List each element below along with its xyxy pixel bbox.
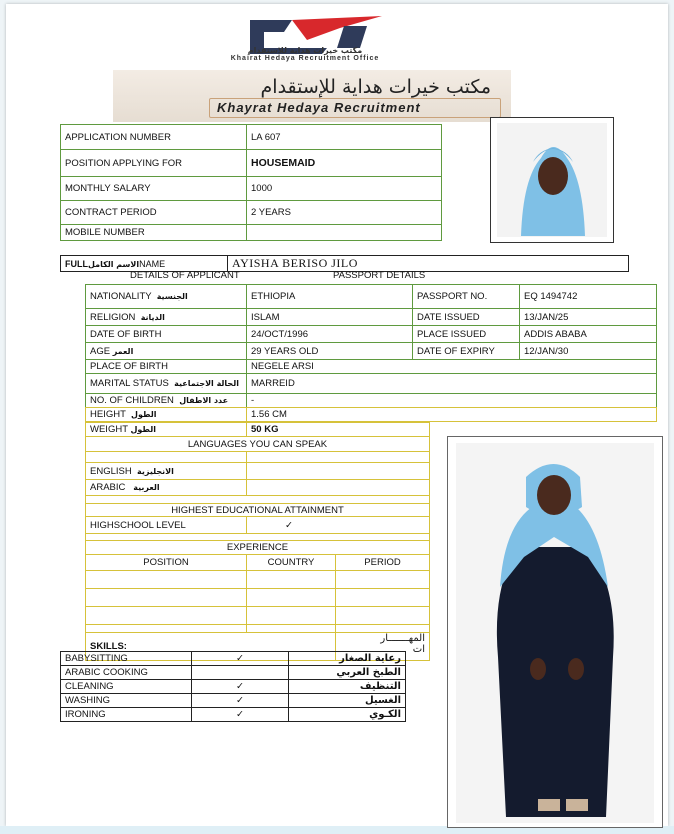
education-header: HIGHEST EDUCATIONAL ATTAINMENT	[86, 504, 430, 517]
mobile-value	[247, 225, 442, 241]
weight-label: WEIGHT الطول	[86, 423, 247, 437]
age-label: AGE العمر	[86, 343, 247, 360]
age-value: 29 YEARS OLD	[247, 343, 413, 360]
salary-label: MONTHLY SALARY	[61, 177, 247, 201]
dob-label: DATE OF BIRTH	[86, 326, 247, 343]
logo-caption-en: Khairat Hedaya Recruitment Office	[230, 55, 380, 62]
position-value: HOUSEMAID	[247, 150, 442, 177]
place-issued-label: PLACE ISSUED	[413, 326, 520, 343]
experience-header: EXPERIENCE	[86, 541, 430, 555]
exp-row	[86, 607, 430, 625]
expiry-value: 12/JAN/30	[520, 343, 657, 360]
skill-row: WASHING ✓ الغسيل	[61, 694, 406, 708]
salary-value: 1000	[247, 177, 442, 201]
app-number-value: LA 607	[247, 125, 442, 150]
religion-value: ISLAM	[247, 309, 413, 326]
skill-row: CLEANING ✓ التنظيف	[61, 680, 406, 694]
full-body-photo	[447, 436, 663, 828]
exp-row	[86, 625, 430, 633]
exp-country-header: COUNTRY	[247, 555, 336, 571]
pob-label: PLACE OF BIRTH	[86, 360, 247, 374]
nationality-value: ETHIOPIA	[247, 285, 413, 309]
height-value: 1.56 CM	[247, 408, 657, 422]
contract-label: CONTRACT PERIOD	[61, 201, 247, 225]
contract-value: 2 YEARS	[247, 201, 442, 225]
passport-header: PASSPORT DETAILS	[333, 270, 426, 281]
place-issued-value: ADDIS ABABA	[520, 326, 657, 343]
arabic-label: ARABIC العربية	[86, 480, 247, 496]
banner-title-en: Khayrat Hedaya Recruitment	[217, 100, 421, 115]
application-table	[60, 124, 442, 241]
details-table	[85, 284, 657, 408]
fullname-value: AYISHA BERISO JILO	[228, 256, 629, 272]
banner-title-ar: مكتب خيرات هداية للإستقدام	[260, 76, 491, 98]
passport-no-label: PASSPORT NO.	[413, 285, 520, 309]
logo-caption-ar: مكتب خيرات هداية للاستقدام	[247, 46, 363, 55]
portrait-photo	[490, 117, 614, 243]
marital-value: MARREID	[247, 374, 657, 394]
children-label: NO. OF CHILDREN عدد الاطفال	[86, 394, 247, 408]
children-value: -	[247, 394, 657, 408]
expiry-label: DATE OF EXPIRY	[413, 343, 520, 360]
skills-label: SKILLS:	[86, 633, 336, 661]
marital-label: MARITAL STATUS الحالة الاجتماعية	[86, 374, 247, 394]
app-number-label: APPLICATION NUMBER	[61, 125, 247, 150]
mobile-label: MOBILE NUMBER	[61, 225, 247, 241]
date-issued-label: DATE ISSUED	[413, 309, 520, 326]
skills-label-ar: المهـــــــار ات	[336, 633, 430, 661]
exp-period-header: PERIOD	[336, 555, 430, 571]
english-label: ENGLISH الانجليزية	[86, 463, 247, 480]
company-banner	[113, 70, 511, 122]
details-header: DETAILS OF APPLICANT	[130, 270, 240, 281]
exp-position-header: POSITION	[86, 555, 247, 571]
education-label: HIGHSCHOOL LEVEL	[86, 517, 247, 534]
passport-no-value: EQ 1494742	[520, 285, 657, 309]
position-label: POSITION APPLYING FOR	[61, 150, 247, 177]
skills-table	[60, 651, 406, 722]
english-value	[247, 463, 430, 480]
nationality-label: NATIONALITY الجنسية	[86, 285, 247, 309]
weight-value: 50 KG	[247, 423, 430, 437]
pob-value: NEGELE ARSI	[247, 360, 657, 374]
exp-row	[86, 571, 430, 589]
exp-row	[86, 589, 430, 607]
arabic-value	[247, 480, 430, 496]
logo-caption	[160, 46, 450, 62]
profile-table	[85, 422, 430, 661]
skill-row: BABYSITTING ✓ رعاية الصغار	[61, 652, 406, 666]
height-table	[85, 407, 657, 422]
languages-header: LANGUAGES YOU CAN SPEAK	[86, 437, 430, 452]
dob-value: 24/OCT/1996	[247, 326, 413, 343]
height-label: HEIGHT الطول	[86, 408, 247, 422]
skill-row: IRONING ✓ الكـوي	[61, 708, 406, 722]
fullname-label: FULLالاسم الكاملNAME	[61, 256, 228, 272]
skill-row: ARABIC COOKING الطبخ العربي	[61, 666, 406, 680]
date-issued-value: 13/JAN/25	[520, 309, 657, 326]
education-check: ✓	[247, 517, 430, 534]
religion-label: RELIGION الديانة	[86, 309, 247, 326]
